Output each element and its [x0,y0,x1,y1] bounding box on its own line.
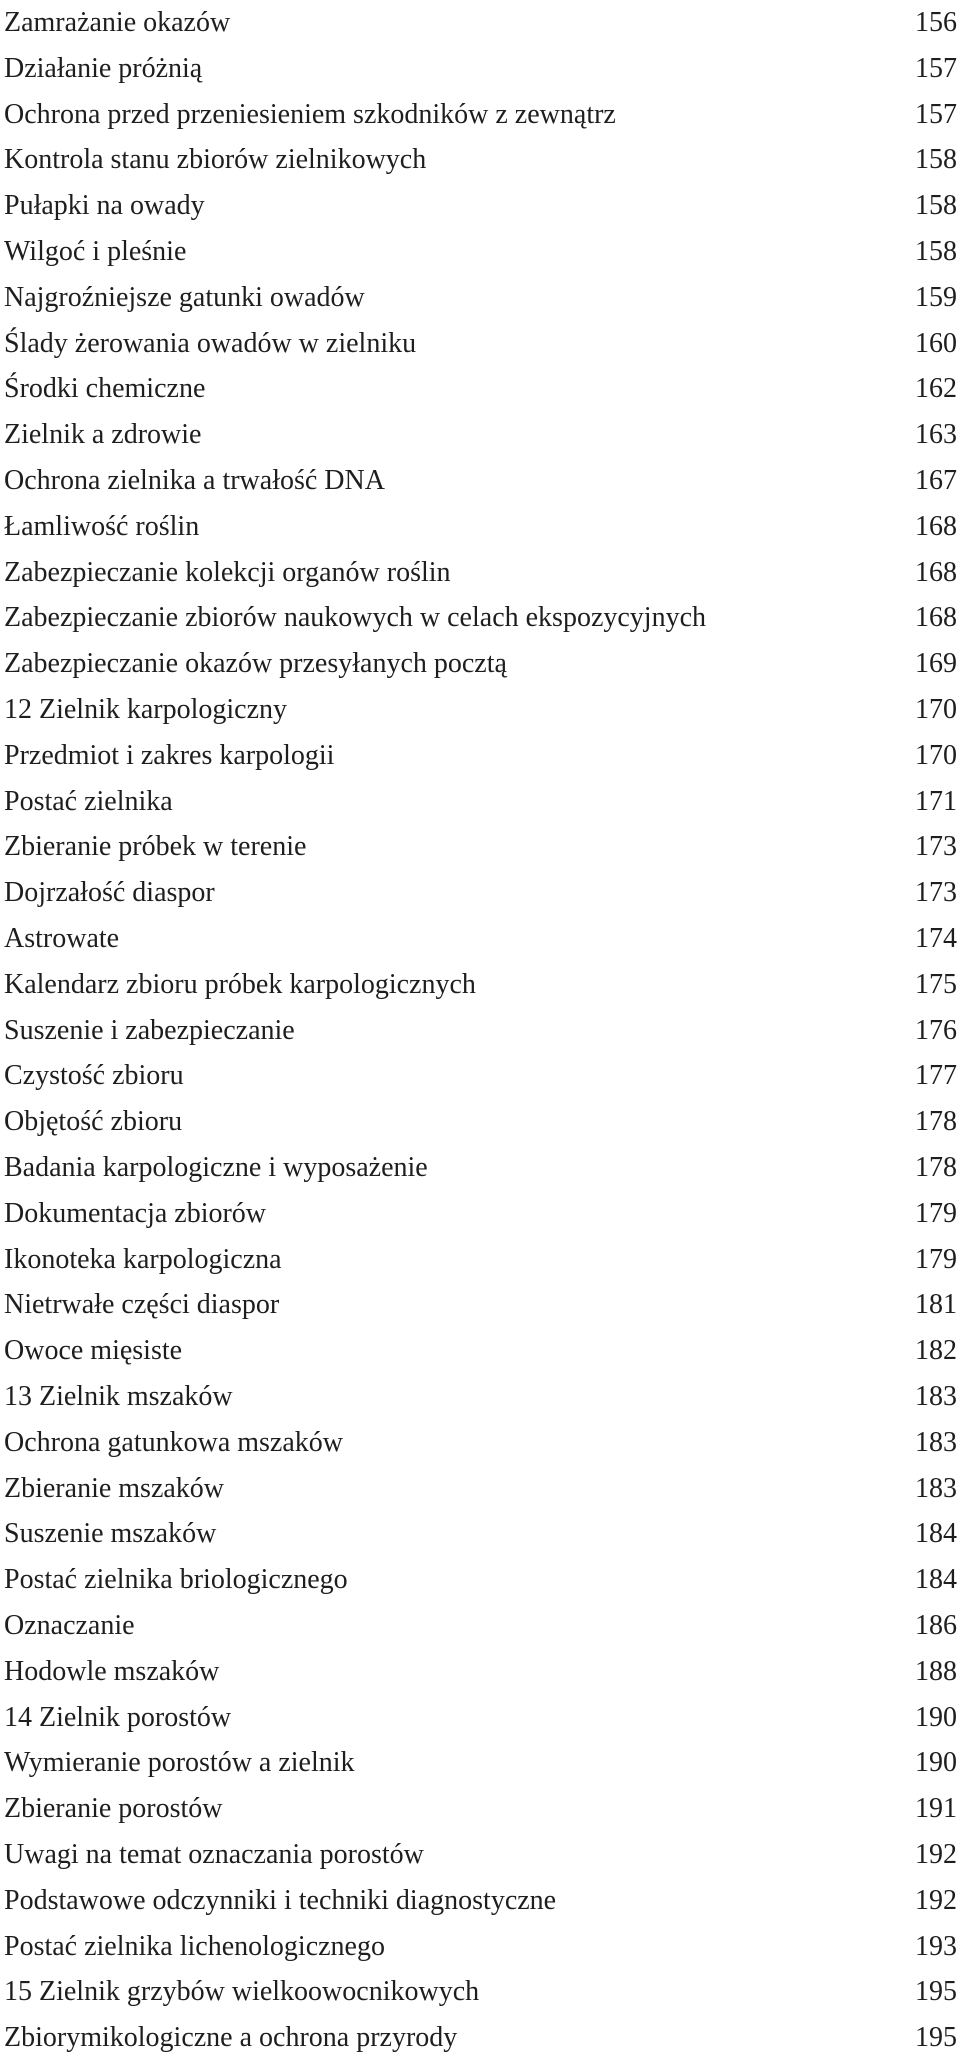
toc-entry [4,1511,957,1557]
toc-entry-title: Owoce mięsiste [4,1335,183,1367]
toc-entry-title: Badania karpologiczne i wyposażenie [4,1152,428,1183]
toc-entry-page-number: 170 [915,694,957,725]
toc-entry-title: Wymieranie porostów a zielnik [4,1747,355,1779]
toc-entry [4,1832,957,1878]
toc-entry-page-number: 186 [915,1610,957,1641]
toc-entry [4,458,957,504]
toc-entry-title: Postać zielnika briologicznego [4,1564,348,1596]
toc-entry [4,870,957,916]
toc-entry-title: Podstawowe odczynniki i techniki diagnostyczne [4,1884,557,1916]
toc-entry-page-number: 169 [915,648,957,680]
toc-entry-title: Środki chemiczne [4,373,206,405]
toc-entry [4,1420,957,1466]
toc-entry-title: Oznaczanie [4,1610,135,1641]
toc-entry-page-number: 159 [915,281,957,313]
toc-entry [4,412,957,458]
toc-entry [4,733,957,779]
toc-entry-title: Zbieranie próbek w terenie [4,831,307,863]
toc-entry-page-number: 181 [915,1289,957,1321]
toc-entry [4,779,957,825]
toc-entry [4,1649,957,1695]
toc-entry-title: Wilgoć i pleśnie [4,236,187,267]
toc-entry-page-number: 191 [915,1793,957,1825]
toc-entry-page-number: 163 [915,419,957,451]
toc-entry [4,1557,957,1603]
toc-entry [4,1969,957,2015]
toc-entry [4,1282,957,1328]
toc-entry [4,1466,957,1512]
toc-entry [4,321,957,367]
toc-entry [4,962,957,1008]
toc-entry-title: Najgroźniejsze gatunki owadów [4,281,365,313]
toc-entry [4,824,957,870]
toc-entry [4,2015,957,2061]
toc-entry-page-number: 195 [915,2022,957,2054]
toc-entry-page-number: 156 [915,7,957,38]
toc-entry-title: Astrowate [4,923,120,954]
toc-entry [4,1878,957,1924]
toc-entry [4,275,957,321]
toc-entry-title: Uwagi na temat oznaczania porostów [4,1839,424,1870]
toc-entry-title: Hodowle mszaków [4,1655,220,1687]
toc-entry [4,1695,957,1741]
toc-entry-title: Przedmiot i zakres karpologii [4,739,335,771]
toc-entry-page-number: 158 [915,190,957,222]
toc-entry-page-number: 183 [915,1426,957,1458]
toc-entry-page-number: 157 [915,52,957,84]
toc-entry-title: Dojrzałość diaspor [4,877,215,909]
toc-entry [4,595,957,641]
toc-entry-page-number: 168 [915,510,957,542]
toc-entry-title: Nietrwałe części diaspor [4,1289,280,1321]
toc-entry-page-number: 183 [915,1381,957,1412]
toc-entry [4,687,957,733]
toc-entry [4,550,957,596]
toc-entry-page-number: 179 [915,1243,957,1275]
toc-entry-page-number: 168 [915,602,957,634]
toc-entry [4,229,957,275]
toc-entry [4,1786,957,1832]
toc-entry [4,46,957,92]
toc-entry [4,504,957,550]
toc-entry-page-number: 173 [915,831,957,863]
toc-entry-title: Ochrona przed przeniesieniem szkodników z zewnątrz [4,98,616,130]
toc-entry-title: Działanie próżnią [4,52,203,84]
toc-entry-page-number: 157 [915,98,957,130]
toc-entry-title: Suszenie mszaków [4,1518,217,1550]
toc-entry-title: Zamrażanie okazów [4,7,231,38]
toc-entry [4,1603,957,1649]
toc-entry-title: Ochrona gatunkowa mszaków [4,1426,344,1458]
toc-entry-title: Ikonoteka karpologiczna [4,1243,282,1275]
toc-entry [4,183,957,229]
toc-entry-title: Dokumentacja zbiorów [4,1197,267,1229]
toc-entry [4,0,957,46]
toc-entry-page-number: 183 [915,1472,957,1504]
toc-entry-page-number: 168 [915,556,957,588]
toc-entry-page-number: 184 [915,1564,957,1596]
toc-entry-page-number: 158 [915,144,957,176]
toc-entry-page-number: 184 [915,1518,957,1550]
toc-entry-title: 15 Zielnik grzybów wielkoowocnikowych [4,1976,480,2008]
toc-entry-page-number: 174 [915,923,957,954]
toc-entry-title: Zielnik a zdrowie [4,419,202,451]
toc-entry-title: 14 Zielnik porostów [4,1701,232,1733]
toc-entry-page-number: 167 [915,465,957,496]
toc-entry-page-number: 177 [915,1060,957,1092]
toc-entry-title: Kontrola stanu zbiorów zielnikowych [4,144,427,176]
toc-entry-title: Pułapki na owady [4,190,205,222]
toc-entry [4,1008,957,1054]
toc-entry-page-number: 192 [915,1884,957,1916]
toc-entry [4,366,957,412]
toc-entry-title: Postać zielnika [4,785,173,817]
toc-entry [4,1328,957,1374]
toc-entry-title: Zabezpieczanie zbiorów naukowych w celach ekspozycyjnych [4,602,707,634]
toc-entry-page-number: 193 [915,1930,957,1962]
toc-entry [4,916,957,962]
toc-entry-title: Zabezpieczanie okazów przesyłanych pocztą [4,648,507,680]
toc-entry [4,137,957,183]
toc-entry [4,92,957,138]
toc-entry-page-number: 178 [915,1152,957,1183]
toc-entry-title: Ochrona zielnika a trwałość DNA [4,465,385,496]
toc-entry-page-number: 178 [915,1106,957,1138]
toc-entry-page-number: 162 [915,373,957,405]
toc-entry-title: Czystość zbioru [4,1060,184,1092]
toc-entry-page-number: 192 [915,1839,957,1870]
toc-entry-title: Postać zielnika lichenologicznego [4,1930,385,1962]
toc-entry-page-number: 158 [915,236,957,267]
toc-entry [4,1924,957,1970]
toc-entry-page-number: 170 [915,739,957,771]
toc-entry-page-number: 160 [915,327,957,359]
toc-entry [4,1053,957,1099]
toc-entry [4,1374,957,1420]
toc-entry-page-number: 176 [915,1014,957,1046]
toc-entry-title: Suszenie i zabezpieczanie [4,1014,295,1046]
toc-entry-title: Zbiorymikologiczne a ochrona przyrody [4,2022,458,2054]
toc-entry [4,1099,957,1145]
toc-entry-title: Zbieranie mszaków [4,1472,225,1504]
toc-entry-page-number: 190 [915,1701,957,1733]
toc-entry-page-number: 179 [915,1197,957,1229]
toc-entry-page-number: 188 [915,1655,957,1687]
toc-entry [4,1191,957,1237]
toc-entry-page-number: 195 [915,1976,957,2008]
toc-entry-page-number: 171 [915,785,957,817]
toc-entry-title: Zbieranie porostów [4,1793,223,1825]
toc-entry [4,1145,957,1191]
toc-entry-page-number: 173 [915,877,957,909]
toc-entry [4,641,957,687]
toc-entry-title: Zabezpieczanie kolekcji organów roślin [4,556,451,588]
toc-entry-page-number: 190 [915,1747,957,1779]
toc-entry-title: Kalendarz zbioru próbek karpologicznych [4,968,476,1000]
toc-entry-page-number: 175 [915,968,957,1000]
toc-entry-title: 12 Zielnik karpologiczny [4,694,288,725]
toc-entry-page-number: 182 [915,1335,957,1367]
toc-entry-title: Łamliwość roślin [4,510,200,542]
toc-entry [4,1740,957,1786]
toc-entry-title: Ślady żerowania owadów w zielniku [4,327,417,359]
toc-entry [4,1237,957,1283]
toc-entry-title: 13 Zielnik mszaków [4,1381,233,1412]
toc-entry-title: Objętość zbioru [4,1106,183,1138]
